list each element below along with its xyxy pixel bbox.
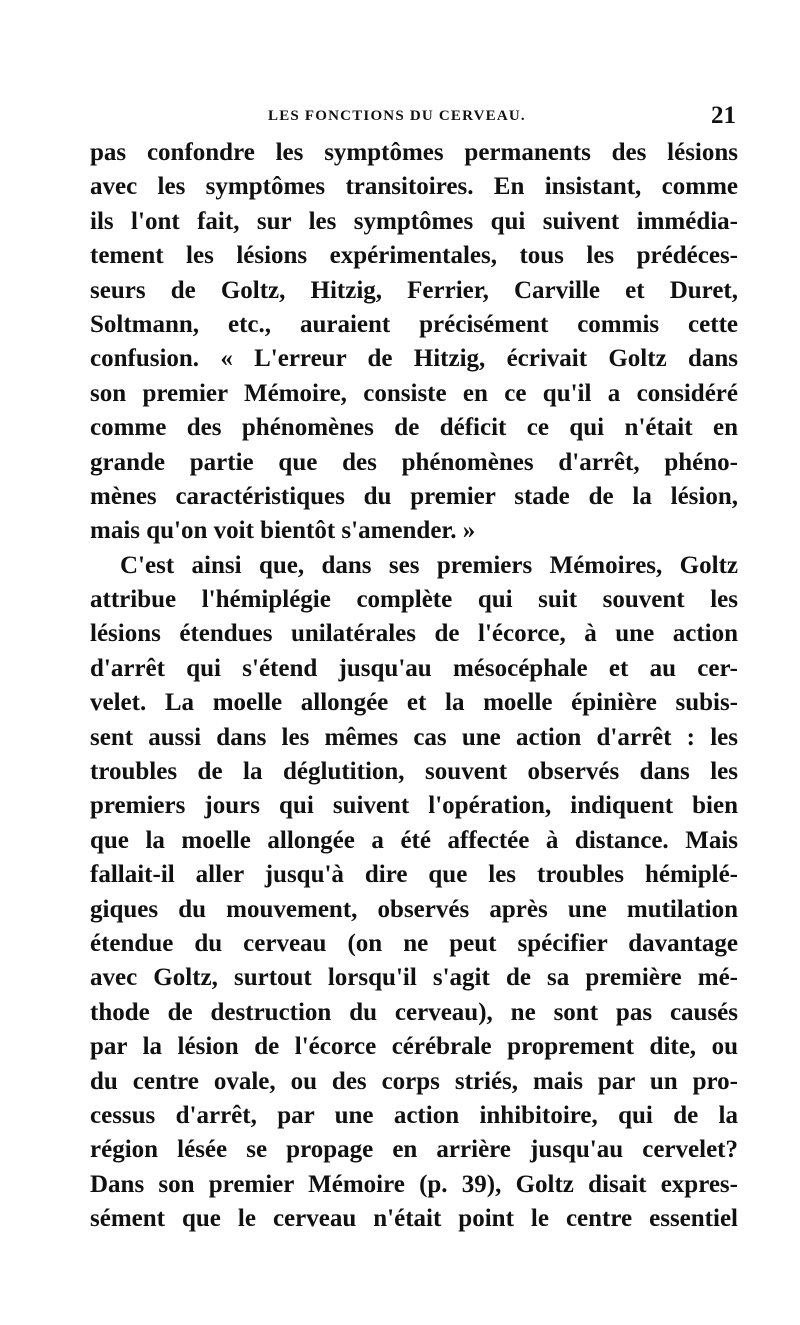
text-line: mais qu'on voit bientôt s'amender. »: [90, 517, 476, 545]
text-line: d'arrêt qui s'étend jusqu'au mésocéphale et au cer-: [90, 654, 738, 682]
text-line: avec Goltz, surtout lorsqu'il s'agit de sa première mé-: [90, 964, 738, 992]
text-line: seurs de Goltz, Hitzig, Ferrier, Carville et Duret,: [90, 276, 738, 304]
text-line: thode de destruction du cerveau), ne sont pas causés: [90, 998, 738, 1026]
text-line: confusion. « L'erreur de Hitzig, écrivait Goltz dans: [90, 345, 738, 373]
text-line: Soltmann, etc., auraient précisément commis cette: [90, 310, 738, 338]
text-line: étendue du cerveau (on ne peut spécifier davantage: [90, 929, 738, 957]
text-line: que la moelle allongée a été affectée à distance. Mais: [90, 826, 738, 854]
text-line: lésions étendues unilatérales de l'écorce, à une action: [90, 620, 738, 648]
paragraph-2: [90, 549, 738, 1237]
running-header: [90, 104, 738, 134]
text-line: mènes caractéristiques du premier stade de la lésion,: [90, 482, 738, 510]
text-line: velet. La moelle allongée et la moelle épinière subis-: [90, 689, 738, 717]
text-line: ils l'ont fait, sur les symptômes qui suivent immédia-: [90, 207, 738, 235]
text-line: du centre ovale, ou des corps striés, mais par un pro-: [90, 1067, 738, 1095]
text-line: troubles de la déglutition, souvent observés dans les: [90, 758, 738, 786]
text-line: tement les lésions expérimentales, tous les prédéces-: [90, 242, 738, 270]
text-line: grande partie que des phénomènes d'arrêt, phéno-: [90, 448, 738, 476]
text-line: attribue l'hémiplégie complète qui suit souvent les: [90, 586, 738, 614]
text-line: comme des phénomènes de déficit ce qui n'était en: [90, 414, 738, 442]
running-title: LES FONCTIONS DU CERVEAU.: [268, 108, 526, 124]
text-line: sément que le cerveau n'était point le centre essentiel: [90, 1205, 738, 1233]
text-line: fallait-il aller jusqu'à dire que les troubles hémiplé-: [90, 861, 738, 889]
text-line: pas confondre les symptômes permanents des lésions: [90, 139, 738, 166]
text-line: premiers jours qui suivent l'opération, indiquent bien: [90, 792, 738, 820]
text-line: région lésée se propage en arrière jusqu'au cervelet?: [90, 1136, 738, 1164]
text-line: son premier Mémoire, consiste en ce qu'il a considéré: [90, 379, 738, 407]
paragraph-1: [90, 136, 738, 549]
text-line: cessus d'arrêt, par une action inhibitoire, qui de la: [90, 1101, 738, 1129]
body-text: [90, 136, 738, 1237]
text-line: avec les symptômes transitoires. En insistant, comme: [90, 173, 738, 201]
text-line: par la lésion de l'écorce cérébrale proprement dite, ou: [90, 1033, 738, 1061]
page-number: 21: [711, 102, 736, 129]
text-line: sent aussi dans les mêmes cas une action d'arrêt : les: [90, 723, 738, 751]
text-line: C'est ainsi que, dans ses premiers Mémoires, Goltz: [120, 551, 738, 579]
text-line: Dans son premier Mémoire (p. 39), Goltz disait expres-: [90, 1170, 738, 1198]
text-line: giques du mouvement, observés après une mutilation: [90, 895, 738, 923]
